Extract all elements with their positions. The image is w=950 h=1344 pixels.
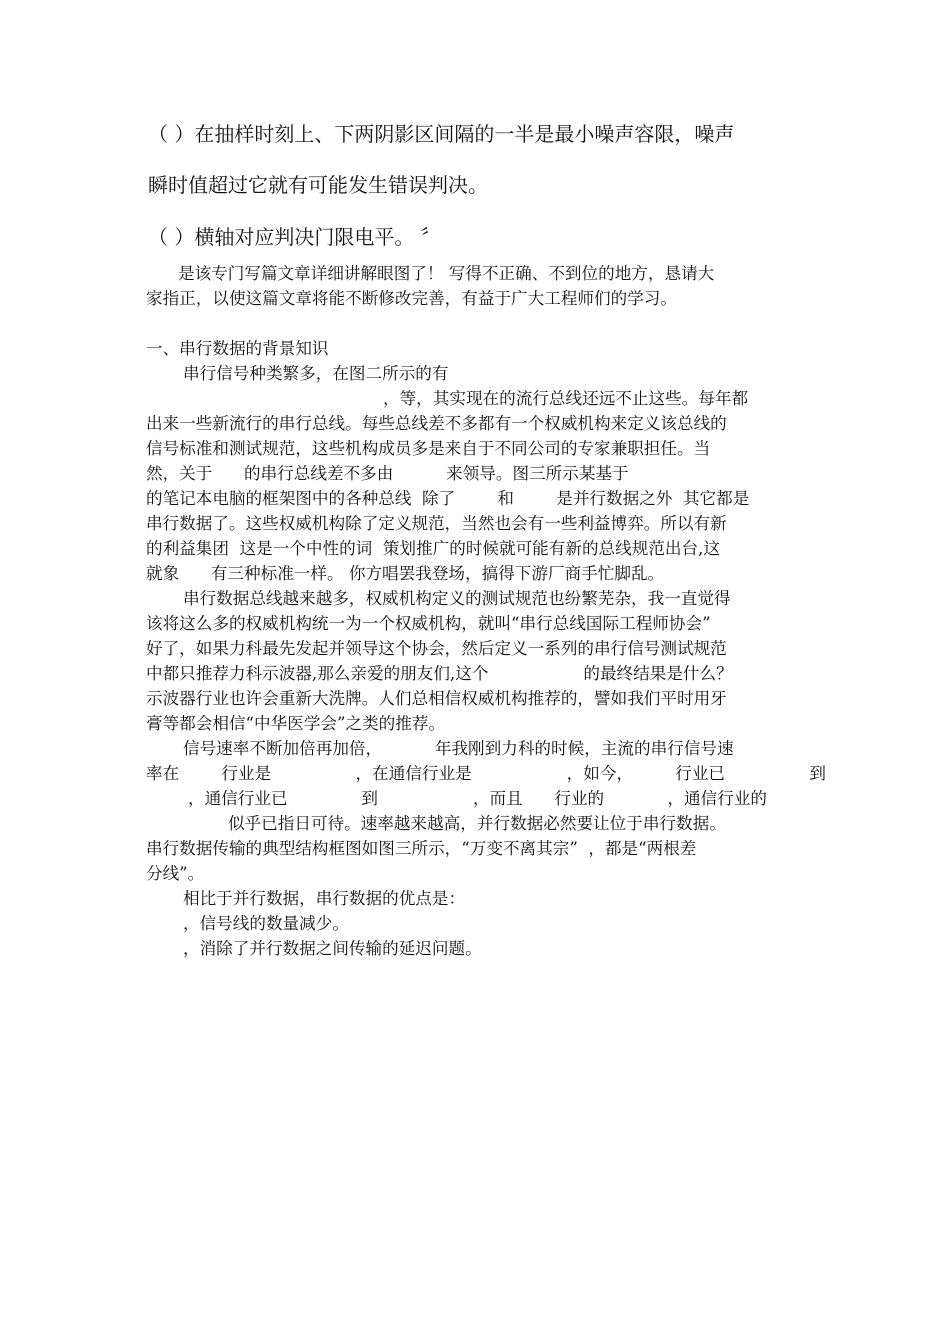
question-line-2: 瞬时值超过它就有可能发生错误判决。 — [148, 173, 488, 197]
body-line: 该将这么多的权威机构统一为一个权威机构，就叫“串行总线国际工程师协会” — [146, 614, 711, 633]
body-line: ，等，其实现在的流行总线还远不止这些。每年都 — [383, 389, 749, 408]
body-line: 中都只推荐力科示波器,那么亲爱的朋友们,这个 的最终结果是什么？ — [146, 664, 733, 683]
intro-line-2: 家指正，以使这篇文章将能不断修改完善，有益于广大工程师们的学习。 — [146, 289, 677, 308]
body-line: 串行数据传输的典型结构框图如图三所示，“万变不离其宗” ，都是“两根差 — [146, 839, 697, 858]
body-line: 串行信号种类繁多，在图二所示的有 — [183, 364, 449, 383]
body-line: 相比于并行数据，串行数据的优点是： — [183, 889, 466, 908]
body-line: ，消除了并行数据之间传输的延迟问题。 — [183, 939, 482, 958]
body-line: 就象 有三种标准一样。 你方唱罢我登场，搞得下游厂商手忙脚乱。 — [146, 564, 665, 583]
body-line: 的笔记本电脑的框架图中的各种总线 除了 和 是并行数据之外 其它都是 — [146, 489, 750, 508]
body-line: ，信号线的数量减少。 — [183, 914, 349, 933]
body-line: 然，关于 的串行总线差不多由 来领导。图三所示某基于 — [146, 464, 629, 483]
body-line: 串行数据了。这些权威机构除了定义规范，当然也会有一些利益博弈。所以有新 — [146, 514, 727, 533]
body-line: 似乎已指日可待。速率越来越高，并行数据必然要让位于串行数据。 — [228, 814, 726, 833]
body-line: 示波器行业也许会重新大洗牌。人们总相信权威机构推荐的，譬如我们平时用牙 — [146, 689, 727, 708]
body-line: 率在 行业是 ，在通信行业是 ，如今， 行业已 到 — [146, 764, 827, 783]
body-line: 信号速率不断加倍再加倍， 年我刚到力科的时候，主流的串行信号速 — [183, 739, 734, 758]
body-line: ，通信行业已 到 ，而且 行业的 ，通信行业的 — [188, 789, 768, 808]
question-line-1: （ ）在抽样时刻上、下两阴影区间隔的一半是最小噪声容限，噪声 — [148, 122, 735, 146]
body-line: 好了，如果力科最先发起并领导这个协会，然后定义一系列的串行信号测试规范 — [146, 639, 727, 658]
question-line-3: （ ）横轴对应判决门限电平。 〞 — [148, 225, 441, 249]
body-line: 信号标准和测试规范，这些机构成员多是来自于不同公司的专家兼职担任。当 — [146, 439, 711, 458]
section-heading: 一、串行数据的背景知识 — [146, 339, 329, 358]
body-line: 的利益集团 这是一个中性的词 策划推广的时候就可能有新的总线规范出台,这 — [146, 539, 720, 558]
body-line: 膏等都会相信“中华医学会”之类的推荐。 — [146, 714, 446, 733]
body-line: 分线”。 — [146, 864, 205, 883]
body-line: 出来一些新流行的串行总线。每些总线差不多都有一个权威机构来定义该总线的 — [146, 414, 727, 433]
intro-line-1: 是该专门写篇文章详细讲解眼图了！ 写得不正确、不到位的地方，恳请大 — [178, 264, 715, 283]
body-line: 串行数据总线越来越多，权威机构定义的测试规范也纷繁芜杂，我一直觉得 — [183, 589, 731, 608]
